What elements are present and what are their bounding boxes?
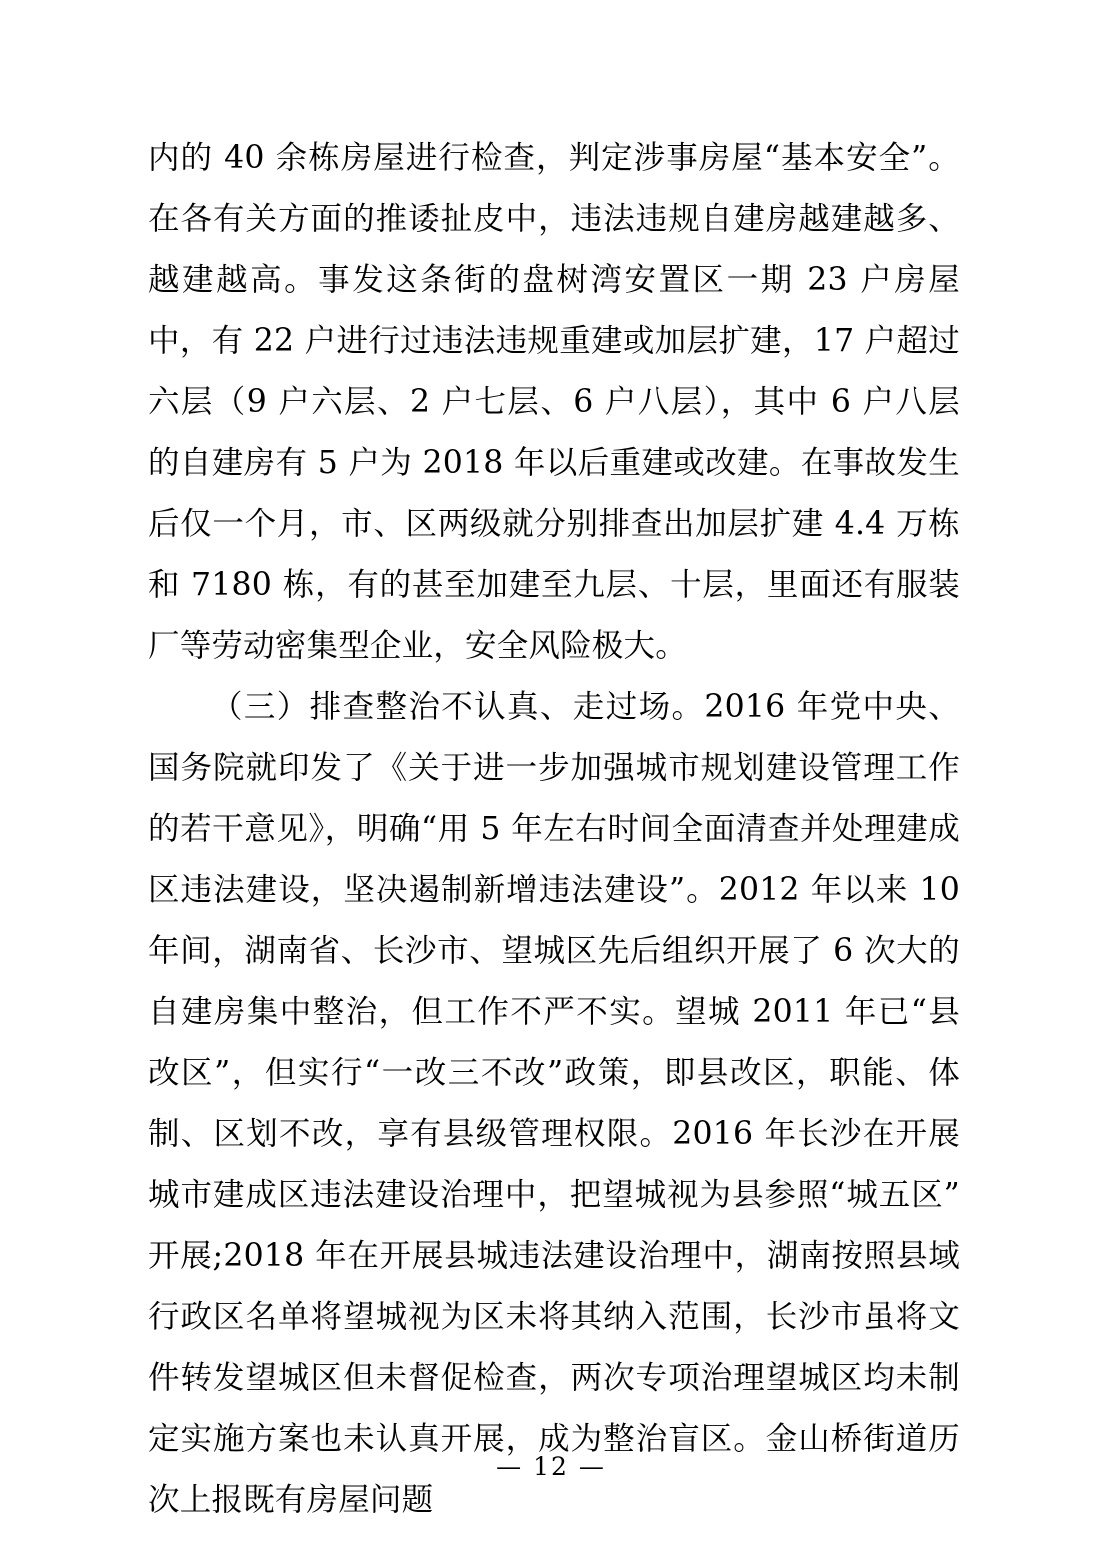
body-paragraph-2: （三）排查整治不认真、走过场。2016 年党中央、国务院就印发了《关于进一步加强城市规划建设管理工作的若干意见》，明确“用 5 年左右时间全面清查并处理建成区违法建设，坚决遏制新增违法建设”。2012 年以来 10 年间，湖南省、长沙市、望城区先后组织开展了 6 次大的自建房集中整治，但工作不严不实。望城 2011 年已“县改区”，但实行“一改三不改”政策，即县改区，职能、体制、区划不改，享有县级管理权限。2016 年长沙在开展城市建成区违法建设治理中，把望城视为县参照“城五区”开展;2018 年在开展县城违法建设治理中，湖南按照县域行政区名单将望城视为区未将其纳入范围，长沙市虽将文件转发望城区但未督促检查，两次专项治理望城区均未制定实施方案也未认真开展，成为整治盲区。金山桥街道历次上报既有房屋问题 [148, 689, 960, 1518]
page-body [148, 128, 960, 1531]
page-number: — 12 — [496, 1452, 606, 1481]
body-paragraph-1: 内的 40 余栋房屋进行检查，判定涉事房屋“基本安全”。在各有关方面的推诿扯皮中，违法违规自建房越建越多、越建越高。事发这条街的盘树湾安置区一期 23 户房屋中，有 22 户进行过违法违规重建或加层扩建，17 户超过六层（9 户六层、2 户七层、6 户八层），其中 6 户八层的自建房有 5 户为 2018 年以后重建或改建。在事故发生后仅一个月，市、区两级就分别排查出加层扩建 4.4 万栋和 7180 栋，有的甚至加建至九层、十层，里面还有服装厂等劳动密集型企业，安全风险极大。 [148, 140, 960, 664]
